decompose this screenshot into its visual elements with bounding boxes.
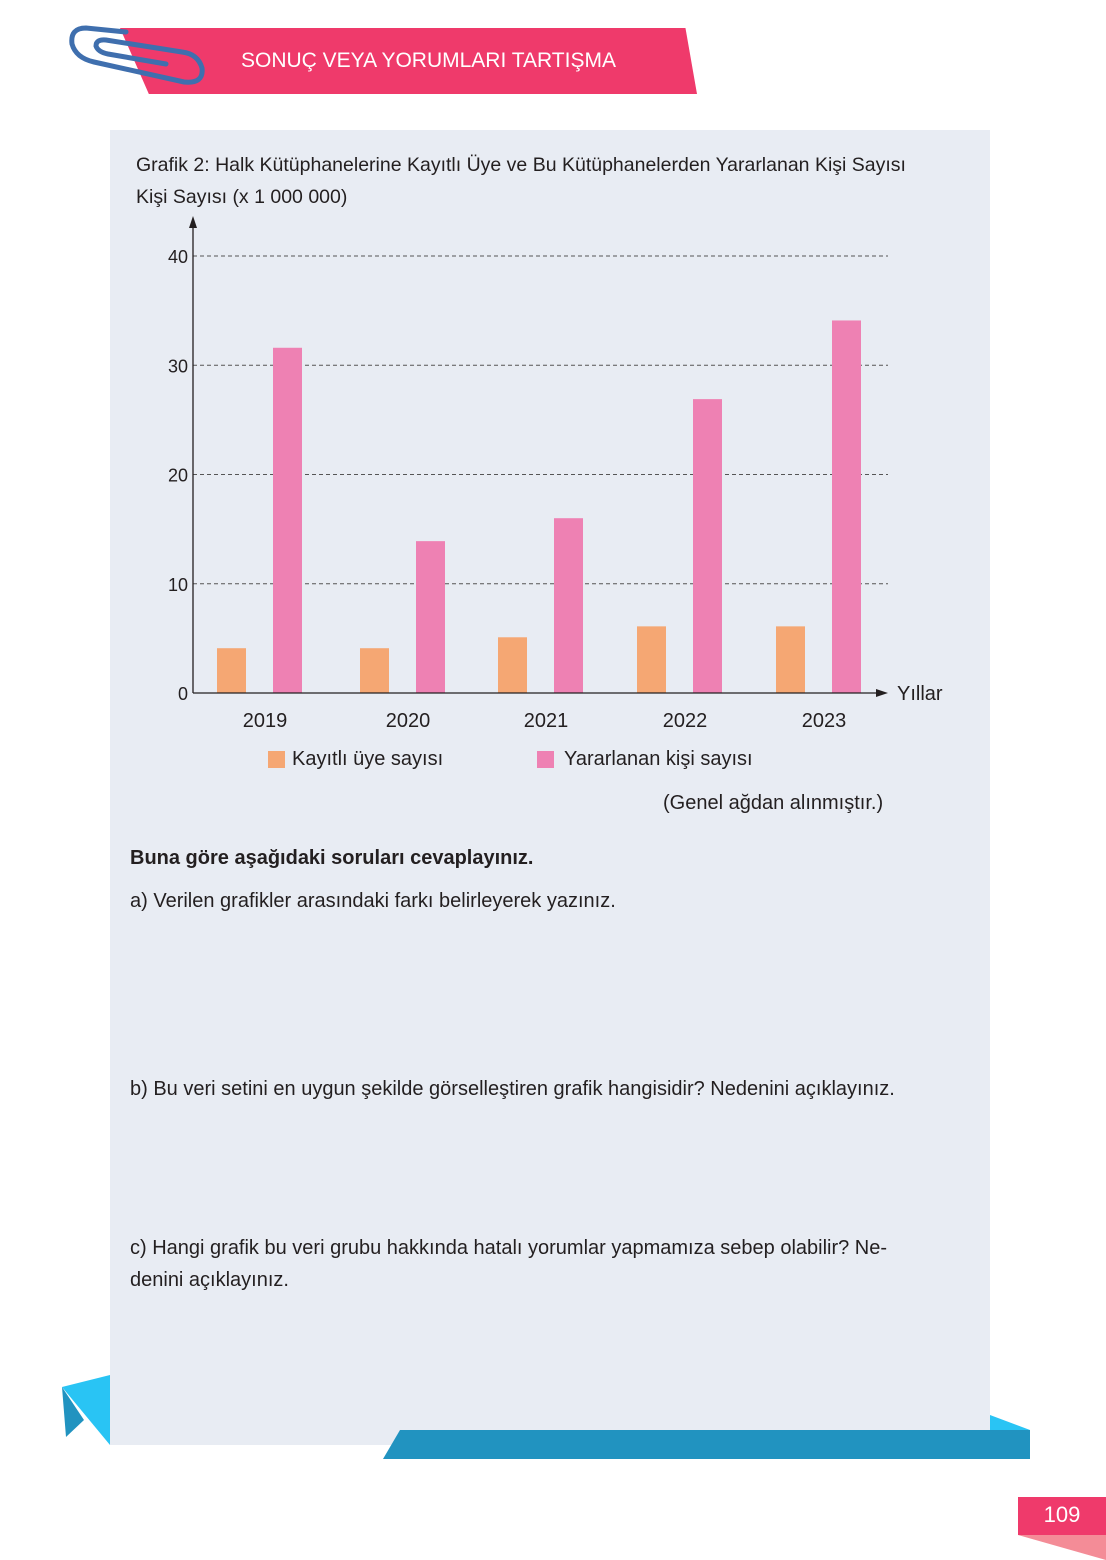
x-tick-label: 2022 <box>662 710 708 732</box>
question-c-line1: c) Hangi grafik bu veri grubu hakkında hatalı yorumlar yapmamıza sebep olabilir? Ne- <box>130 1237 888 1259</box>
ribbon-decoration <box>0 1360 1106 1470</box>
page-number: 109 <box>1018 1497 1106 1535</box>
page-tab-fold <box>1018 1535 1106 1560</box>
question-a: a) Verilen grafikler arasındaki farkı belirleyerek yazınız. <box>130 890 616 912</box>
bar-registered-2021 <box>498 637 527 693</box>
x-axis-arrow-icon <box>876 689 888 697</box>
chart-source: (Genel ağdan alınmıştır.) <box>663 792 884 814</box>
chart-title: Grafik 2: Halk Kütüphanelerine Kayıtlı Üye ve Bu Kütüphanelerden Yararlanan Kişi Sayısı <box>136 154 906 176</box>
x-tick-label: 2021 <box>523 710 569 732</box>
y-tick-label: 40 <box>167 247 188 267</box>
questions-intro: Buna göre aşağıdaki soruları cevaplayınız. <box>130 847 534 869</box>
legend-label-users: Yararlanan kişi sayısı <box>564 748 753 770</box>
legend-swatch-registered <box>268 751 285 768</box>
bar-registered-2022 <box>637 626 666 693</box>
legend-label-registered: Kayıtlı üye sayısı <box>292 748 444 770</box>
legend-swatch-users <box>537 751 554 768</box>
x-tick-label: 2023 <box>801 710 847 732</box>
question-b: b) Bu veri setini en uygun şekilde görselleştiren grafik hangisidir? Nedenini açıklayınız. <box>130 1078 895 1100</box>
y-axis-label: Kişi Sayısı (x 1 000 000) <box>136 186 348 208</box>
bar-users-2020 <box>416 541 445 693</box>
y-tick-label: 20 <box>167 465 188 486</box>
y-axis-arrow-icon <box>189 216 197 228</box>
bar-users-2021 <box>554 518 583 693</box>
y-tick-label: 0 <box>177 684 188 704</box>
bar-registered-2023 <box>776 626 805 693</box>
section-title: SONUÇ VEYA YORUMLARI TARTIŞMA <box>241 49 616 72</box>
bar-users-2019 <box>273 348 302 693</box>
bar-users-2022 <box>693 399 722 693</box>
y-tick-label: 10 <box>167 574 188 595</box>
bar-users-2023 <box>832 320 861 693</box>
x-axis-label: Yıllar <box>897 683 943 705</box>
x-tick-label: 2020 <box>385 710 431 732</box>
bar-registered-2020 <box>360 648 389 693</box>
question-c-line2: denini açıklayınız. <box>130 1269 289 1291</box>
y-tick-label: 30 <box>167 356 188 377</box>
x-tick-label: 2019 <box>242 710 288 732</box>
bar-registered-2019 <box>217 648 246 693</box>
